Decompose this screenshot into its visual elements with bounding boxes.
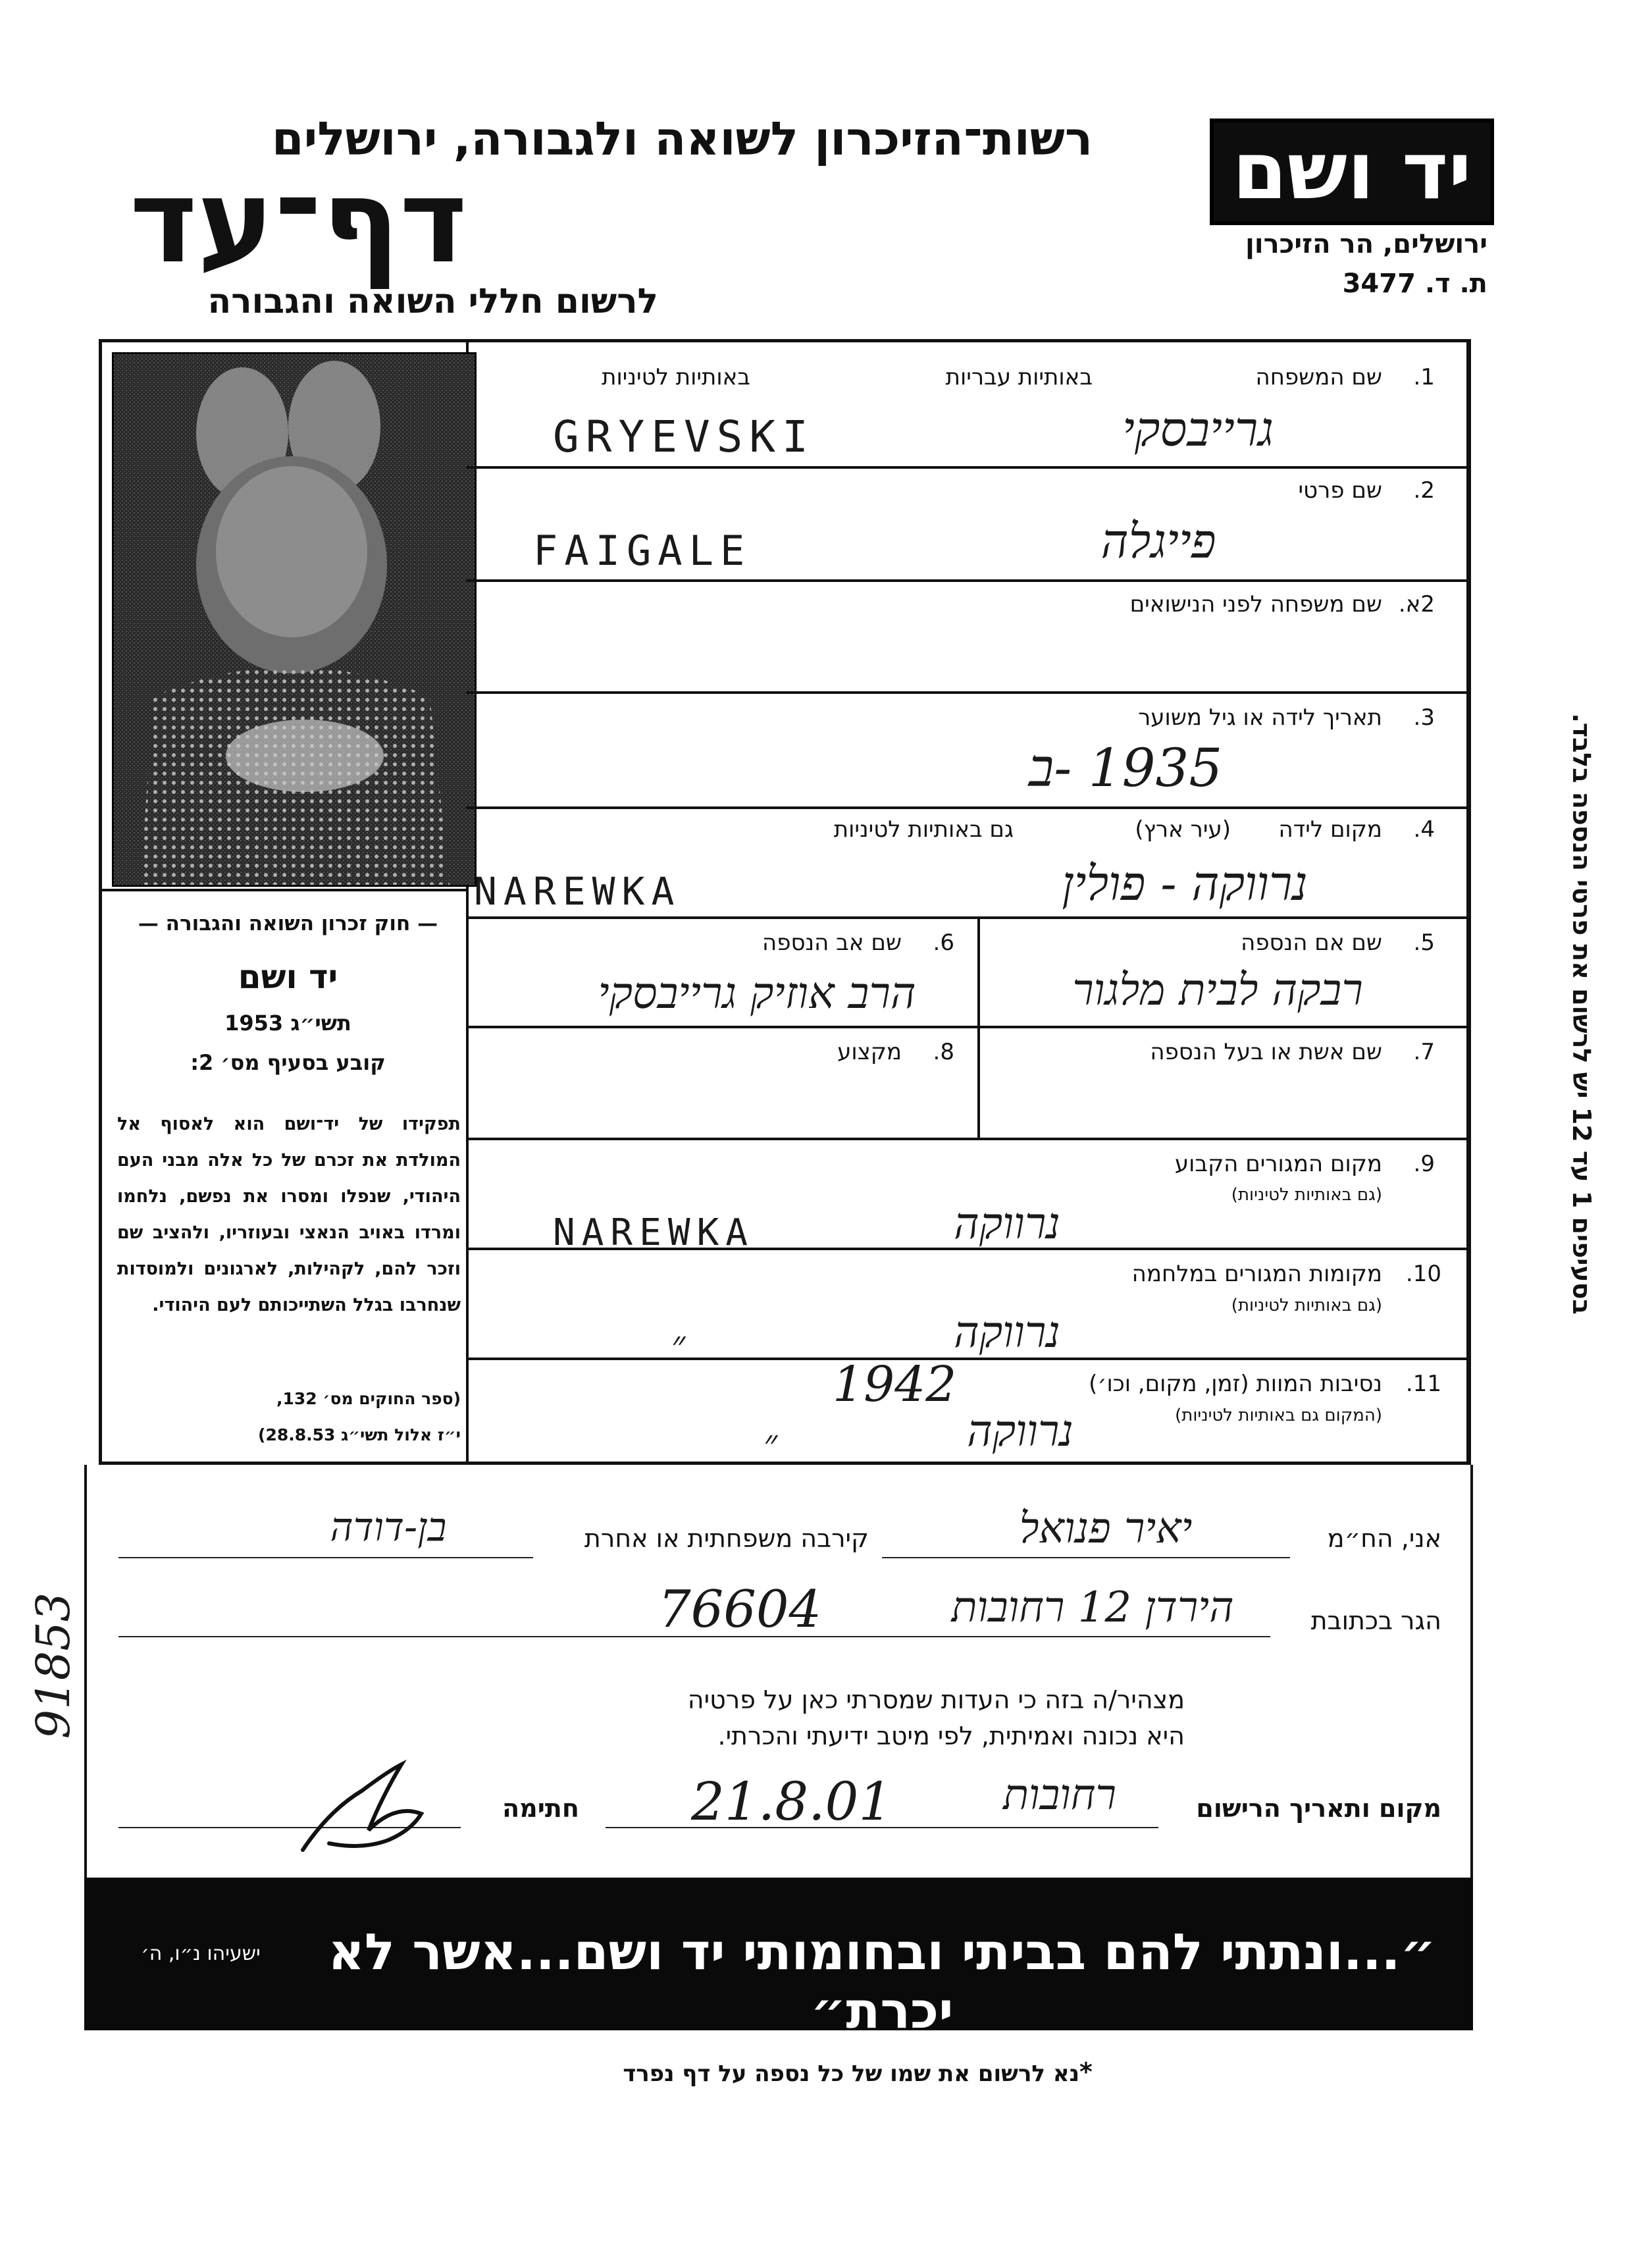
footer-verse: ״...ונתתי להם בביתי ובחומותי יד ושם...אשר לא יכרת״ [328, 1922, 1436, 2040]
field-7-number: 7. [1413, 1039, 1435, 1065]
field-10-sub: (גם באותיות לטיניות) [1231, 1296, 1382, 1315]
field-10-value-hebrew[interactable]: נרווקה [954, 1307, 1060, 1358]
field-3-value[interactable]: 1935 -ב [1028, 737, 1223, 799]
field-1-col-hebrew: באותיות עבריות [945, 364, 1093, 390]
declarant-label: אני, הח״מ [1327, 1524, 1441, 1553]
footer-note-bullet: * [1079, 2057, 1093, 2086]
field-6-value[interactable]: הרב אוזיק גרייבסקי [598, 968, 916, 1018]
field-1-label: שם המשפחה [1255, 364, 1382, 390]
law-clause: קובע בסעיף מס׳ 2: [190, 1050, 386, 1075]
field-2-label: שם פרטי [1298, 477, 1382, 504]
field-10-number: 10. [1405, 1261, 1441, 1287]
photo-bottom-line [99, 889, 467, 891]
field-11-sub: (המקום גם באותיות לטיניות) [1175, 1406, 1382, 1425]
field-3-number: 3. [1413, 704, 1435, 731]
law-ref-2: י״ז אלול תשי״ג 28.8.53) [258, 1425, 461, 1444]
row-divider-5-6 [466, 1026, 1470, 1028]
field-11-number: 11. [1405, 1371, 1441, 1397]
field-5-number: 5. [1413, 930, 1435, 956]
field-9-label: מקום המגורים הקבוע [1174, 1151, 1382, 1177]
logo-text: יד ושם [1232, 126, 1472, 217]
field-2-value-hebrew[interactable]: פייגלה [1100, 514, 1216, 569]
field-11-value-hebrew[interactable]: נרווקה [967, 1406, 1073, 1456]
page-title: דף־עד [129, 155, 467, 289]
field-9-number: 9. [1413, 1151, 1435, 1177]
field-4-value-hebrew[interactable]: נרווקה - פולין [1062, 856, 1308, 911]
field-4-label-latin: גם באותיות לטיניות [833, 816, 1014, 843]
row-divider-2 [466, 579, 1470, 582]
field-2a-number: 2א. [1398, 591, 1435, 618]
victim-photo [112, 352, 477, 887]
field-4-value-latin[interactable]: NAREWKA [474, 869, 681, 914]
split-5-6 [977, 916, 980, 1138]
relation-value[interactable]: בן-דודה [330, 1504, 447, 1550]
footer-note: נא לרשום את שמו של כל נספה על דף נפרד [623, 2061, 1079, 2087]
footer-verse-source: ישעיהו נ״ו, ה׳ [141, 1942, 261, 1965]
field-1-number: 1. [1413, 364, 1435, 390]
field-10-ditto: ״ [671, 1323, 686, 1366]
date-value[interactable]: 21.8.01 [691, 1771, 892, 1832]
field-1-value-latin[interactable]: GRYEVSKI [553, 411, 815, 462]
side-note: בסעיפים 1 עד 12 יש לרשום את פרטי הנספה בלבד. [1567, 713, 1596, 1315]
field-1-value-hebrew[interactable]: גרייבסקי [1122, 402, 1274, 457]
field-11-label: נסיבות המוות (זמן, מקום, וכו׳) [1089, 1371, 1382, 1397]
row-divider-4 [466, 916, 1470, 919]
field-4-label: מקום לידה [1278, 816, 1382, 843]
field-5-label: שם אם הנספה [1241, 930, 1382, 956]
law-heading: — חוק זכרון השואה והגבורה — [138, 912, 438, 936]
place-value[interactable]: רחובות [1003, 1771, 1116, 1820]
field-2a-label: שם משפחה לפני הנישואים [1129, 591, 1382, 618]
signature-mark [290, 1751, 441, 1863]
field-6-number: 6. [933, 930, 954, 956]
field-9-value-latin[interactable]: NAREWKA [553, 1211, 755, 1254]
field-11-value-year[interactable]: 1942 [833, 1356, 957, 1413]
field-right-border [1466, 339, 1470, 1465]
field-2-number: 2. [1413, 477, 1435, 504]
field-5-value[interactable]: רבקה לבית מלגור [1072, 964, 1363, 1015]
field-4-number: 4. [1413, 816, 1435, 843]
address-label: הגר בכתובת [1310, 1606, 1441, 1635]
row-divider-2a [466, 691, 1470, 694]
authority-title: רשות־הזיכרון לשואה ולגבורה, ירושלים [271, 112, 1093, 166]
place-date-label: מקום ותאריך הרישום [1196, 1794, 1441, 1823]
law-ref-1: (ספר החוקים מס׳ 132, [276, 1389, 461, 1408]
field-3-label: תאריך לידה או גיל משוער [1138, 704, 1382, 731]
declarant-line [882, 1557, 1290, 1558]
address-value[interactable]: הירדן 12 רחובות [951, 1583, 1234, 1632]
field-10-label: מקומות המגורים במלחמה [1131, 1261, 1382, 1287]
address-line-2: ת. ד. 3477 [1342, 269, 1487, 299]
field-9-value-hebrew[interactable]: נרווקה [954, 1198, 1060, 1249]
law-org: יד ושם [238, 958, 338, 996]
statement-line-2: היא נכונה ואמיתית, לפי מיטב ידיעתי והכרתי. [717, 1722, 1185, 1751]
zip-value[interactable]: 76604 [658, 1580, 822, 1639]
row-divider-3 [466, 806, 1470, 809]
law-year: תשי״ג 1953 [224, 1011, 351, 1036]
margin-number: 91853 [26, 1592, 80, 1739]
page-subtitle: לרשום חללי השואה והגבורה [207, 282, 658, 321]
field-7-label: שם אשת או בעל הנספה [1150, 1039, 1382, 1065]
field-6-label: שם אב הנספה [762, 930, 902, 956]
signature-label: חתימה [502, 1794, 579, 1823]
yad-vashem-logo [1210, 119, 1494, 225]
field-8-label: מקצוע [837, 1039, 902, 1065]
field-11-ditto: ״ [763, 1422, 778, 1465]
relation-label: קירבה משפחתית או אחרת [584, 1524, 869, 1553]
row-divider-1 [466, 466, 1470, 469]
field-9-sub: (גם באותיות לטיניות) [1231, 1185, 1382, 1205]
field-2-value-latin[interactable]: FAIGALE [533, 527, 752, 575]
address-line-1: ירושלים, הר הזיכרון [1245, 229, 1487, 259]
field-8-number: 8. [933, 1039, 954, 1065]
statement-line-1: מצהיר/ה בזה כי העדות שמסרתי כאן על פרטיה [687, 1685, 1185, 1714]
field-1-col-latin: באותיות לטיניות [602, 364, 750, 390]
row-divider-7-8 [466, 1138, 1470, 1140]
relation-line [118, 1557, 533, 1558]
field-4-label-paren: (עיר ארץ) [1135, 816, 1231, 843]
declarant-value[interactable]: יאיר פנואל [1019, 1504, 1193, 1553]
law-body: תפקידו של יד־ושם הוא לאסוף אל המולדת את זכרם של כל אלה מבני העם היהודי, שנפלו ומסרו את נפשם, נלחמו ומרדו באויב הנאצי ובעוזריו, ולהציב שם וזכר להם, לקהילות, לארגונים ולמוסדות שנחרבו בגלל השתייכותם לעם היהודי. [117, 1114, 461, 1315]
